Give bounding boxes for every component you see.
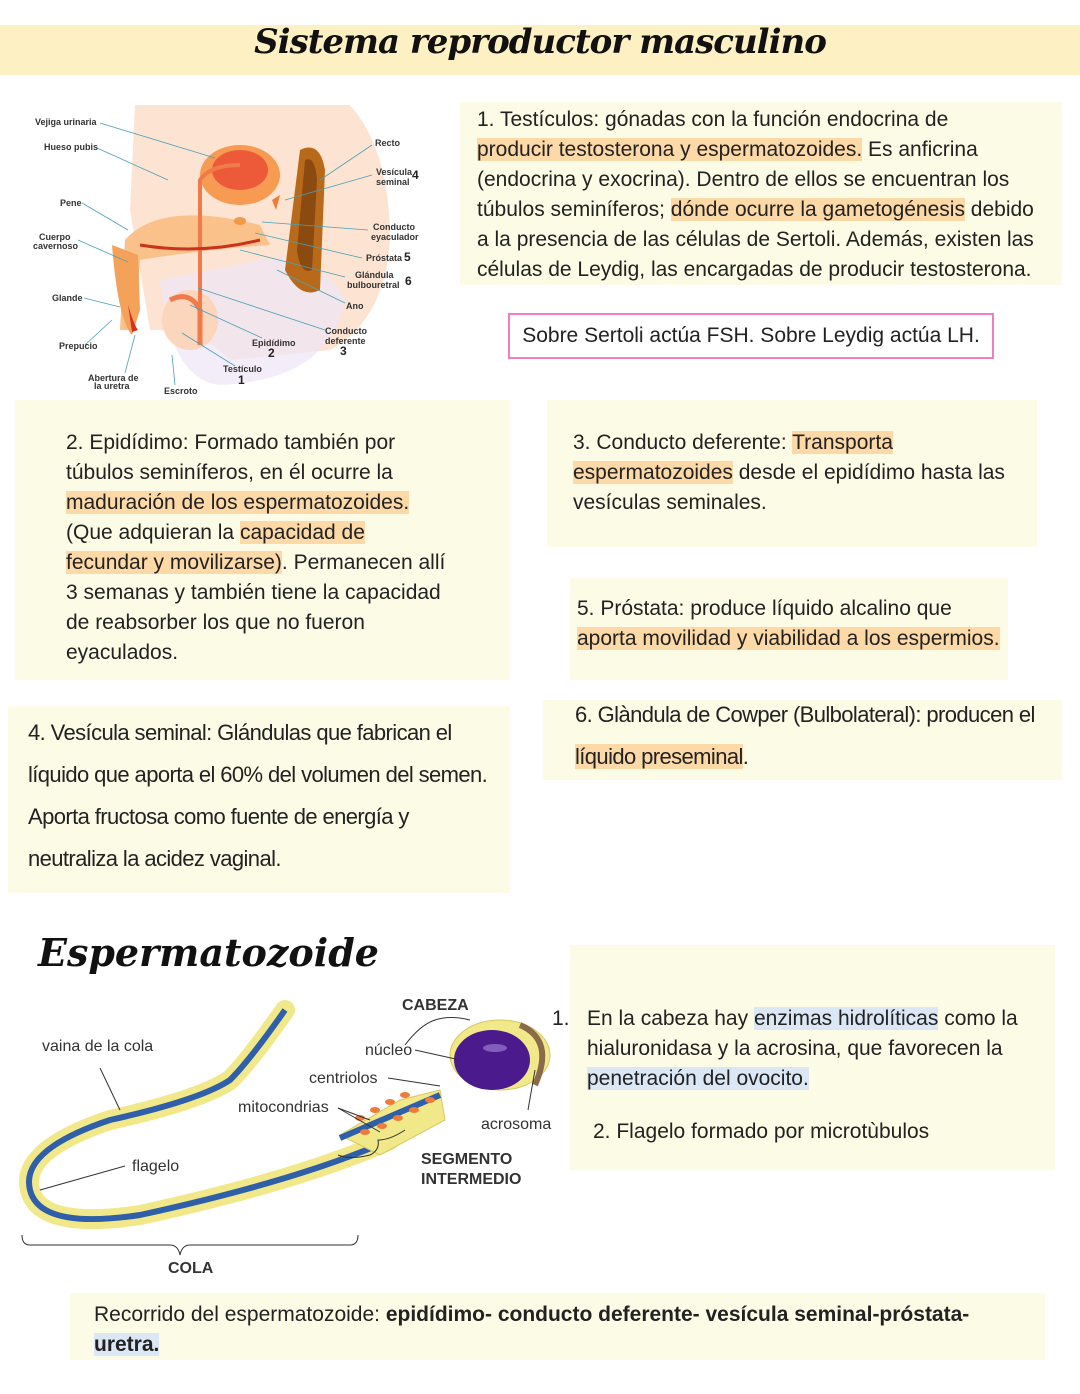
text-segment: (Que adquieran la — [66, 521, 240, 544]
prostata-text — [577, 594, 1000, 654]
text-segment: 5. Próstata: produce líquido alcalino que — [577, 597, 952, 620]
text-segment: eyaculados. — [66, 641, 179, 664]
text-segment: 1. Testículos: gónadas con la función endocrina de — [477, 108, 949, 131]
label-vejiga: Vejiga urinaria — [35, 117, 97, 127]
text-line — [66, 488, 445, 518]
label-bulbouretral-2: bulbouretral — [347, 280, 400, 290]
text-segment: debido — [964, 198, 1034, 221]
text-line — [573, 428, 1005, 458]
label-deferente-2: deferente — [325, 336, 366, 346]
label-ano: Ano — [346, 301, 364, 311]
text-segment: como la — [938, 1007, 1018, 1030]
label-recto: Recto — [375, 138, 401, 148]
text-line — [587, 1064, 1018, 1094]
text-segment: epidídimo- conducto deferente- vesícula seminal-próstata- — [385, 1303, 970, 1326]
highlighted-text: Transporta — [792, 431, 893, 454]
text-segment: a la presencia de las células de Sertoli. Además, existen las — [477, 228, 1034, 251]
sperm-section-title: Espermatozoide — [38, 930, 379, 975]
label-epididimo: Epidídimo — [252, 338, 296, 348]
label-eyaculador-1: Conducto — [373, 222, 415, 232]
text-line — [66, 578, 445, 608]
label-vesicula-1: Vesícula — [376, 167, 413, 177]
testiculos-text — [477, 105, 1034, 285]
highlighted-text: uretra. — [94, 1333, 160, 1356]
label-vaina-cola: vaina de la cola — [42, 1038, 154, 1055]
highlighted-text: penetración del ovocito. — [587, 1067, 809, 1090]
number-prostata: 5 — [404, 250, 411, 264]
text-segment: 6. Glàndula de Cowper (Bulbolateral): producen el — [575, 702, 1035, 727]
text-line — [575, 694, 1035, 736]
text-segment: 2. Flagelo formado por microtùbulos — [593, 1120, 930, 1143]
label-nucleo: núcleo — [365, 1042, 413, 1059]
text-segment: hialuronidasa y la acrosina, que favorecen la — [587, 1037, 1003, 1060]
hormone-note: Sobre Sertoli actúa FSH. Sobre Leydig actúa LH. — [508, 313, 994, 359]
number-epididimo: 2 — [268, 346, 275, 360]
text-segment: Es anficrina — [862, 138, 978, 161]
text-line — [66, 518, 445, 548]
text-segment: de reabsorber los que no fueron — [66, 611, 365, 634]
text-line — [66, 428, 445, 458]
label-testiculo: Testículo — [223, 364, 262, 374]
highlighted-text: enzimas hidrolíticas — [753, 1007, 939, 1030]
text-segment: 3 semanas y también tiene la capacidad — [66, 581, 441, 604]
text-line — [94, 1330, 969, 1360]
label-cabeza: CABEZA — [402, 997, 469, 1014]
text-line — [477, 255, 1034, 285]
number-testiculo: 1 — [238, 373, 245, 387]
text-segment: túbulos seminíferos; — [477, 198, 671, 221]
text-segment: túbulos seminíferos, en él ocurre la — [66, 461, 393, 484]
highlighted-text: dónde ocurre la gametogénesis — [670, 198, 965, 221]
text-line — [477, 225, 1034, 255]
label-mitocondrias: mitocondrias — [238, 1099, 329, 1116]
epididimo-text — [66, 428, 445, 668]
label-abertura-2: la uretra — [94, 381, 130, 391]
text-line — [477, 195, 1034, 225]
highlighted-text: espermatozoides — [573, 461, 733, 484]
label-deferente-1: Conducto — [325, 326, 367, 336]
text-line — [66, 548, 445, 578]
highlighted-text: capacidad de — [239, 521, 365, 544]
text-line — [66, 608, 445, 638]
label-bulbouretral-1: Glándula — [355, 270, 394, 280]
deferente-text — [573, 428, 1005, 518]
text-segment: Aporta fructosa como fuente de energía y — [28, 804, 409, 829]
number-deferente: 3 — [340, 344, 347, 358]
sperm-note-text — [587, 1004, 1018, 1094]
text-line — [28, 796, 487, 838]
text-line — [577, 624, 1000, 654]
highlighted-text: aporta movilidad y viabilidad a los espermios. — [577, 627, 1000, 650]
text-line — [94, 1300, 969, 1330]
page-title: Sistema reproductor masculino — [254, 22, 826, 62]
sperm-note-item2 — [593, 1117, 929, 1147]
sperm-diagram — [0, 990, 570, 1280]
label-vesicula-2: seminal — [376, 177, 410, 187]
text-segment: células de Leydig, las encargadas de producir testosterona. — [477, 258, 1032, 281]
text-line — [66, 458, 445, 488]
highlighted-text: líquido preseminal — [575, 744, 743, 769]
text-segment: desde el epidídimo hasta las — [732, 461, 1005, 484]
text-line — [593, 1117, 929, 1147]
label-flagelo: flagelo — [132, 1158, 180, 1175]
label-cola: COLA — [168, 1260, 214, 1277]
text-line — [28, 838, 487, 880]
label-segmento-2: INTERMEDIO — [421, 1171, 522, 1188]
label-pene: Pene — [60, 198, 82, 208]
text-segment: 3. Conducto deferente: — [573, 431, 793, 454]
route-text — [94, 1300, 969, 1360]
text-line — [28, 712, 487, 754]
label-abertura-1: Abertura de — [88, 373, 139, 383]
text-segment: neutraliza la acidez vaginal. — [28, 846, 281, 871]
sperm-note-number: 1. — [552, 1007, 570, 1030]
text-line — [477, 135, 1034, 165]
text-segment: . Permanecen allí — [281, 551, 446, 574]
text-segment: 2. Epidídimo: Formado también por — [66, 431, 396, 454]
anatomy-diagram — [0, 0, 450, 400]
label-eyaculador-2: eyaculador — [371, 232, 419, 242]
text-segment: líquido que aporta el 60% del volumen del semen. — [28, 762, 488, 787]
number-bulbouretral: 6 — [405, 274, 412, 288]
label-prepucio: Prepucio — [59, 341, 98, 351]
text-line — [587, 1034, 1018, 1064]
text-line — [477, 165, 1034, 195]
text-line — [477, 105, 1034, 135]
label-cuerpo-cavernoso-2: cavernoso — [33, 241, 79, 251]
label-hueso-pubis: Hueso pubis — [44, 142, 99, 152]
highlighted-text: fecundar y movilizarse) — [66, 551, 282, 574]
text-line — [573, 458, 1005, 488]
text-line — [573, 488, 1005, 518]
highlighted-text: maduración de los espermatozoides. — [66, 491, 410, 514]
cowper-text — [575, 694, 1035, 778]
label-segmento-1: SEGMENTO — [421, 1151, 513, 1168]
label-glande: Glande — [52, 293, 83, 303]
text-segment: vesículas seminales. — [573, 491, 767, 514]
vesicula-text — [28, 712, 487, 880]
label-cuerpo-cavernoso-1: Cuerpo — [39, 232, 71, 242]
text-segment: . — [742, 744, 749, 769]
text-line — [66, 638, 445, 668]
text-line — [587, 1004, 1018, 1034]
text-line — [575, 736, 1035, 778]
label-prostata: Próstata — [366, 253, 403, 263]
label-centriolos: centriolos — [309, 1070, 378, 1087]
number-vesicula: 4 — [412, 168, 419, 182]
text-segment: 4. Vesícula seminal: Glándulas que fabrican el — [28, 720, 452, 745]
label-acrosoma: acrosoma — [481, 1116, 552, 1133]
text-segment: (endocrina y exocrina). Dentro de ellos se encuentran los — [477, 168, 1010, 191]
highlighted-text: producir testosterona y espermatozoides. — [477, 138, 863, 161]
sperm-illustration — [0, 990, 570, 1280]
text-line — [28, 754, 487, 796]
text-line — [577, 594, 1000, 624]
label-escroto: Escroto — [164, 386, 198, 396]
text-segment: Recorrido del espermatozoide: — [94, 1303, 386, 1326]
text-segment: En la cabeza hay — [587, 1007, 754, 1030]
